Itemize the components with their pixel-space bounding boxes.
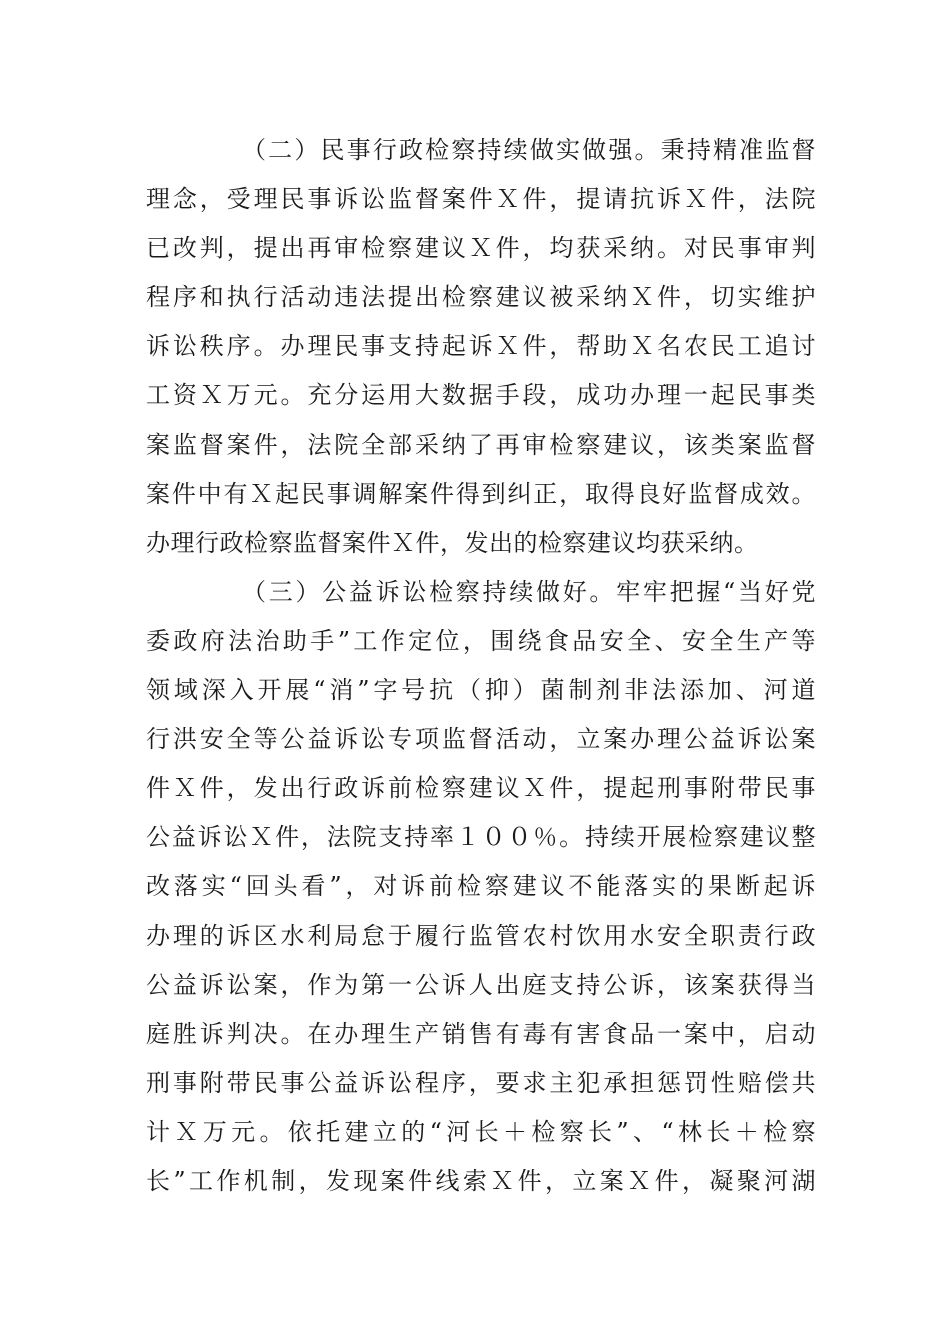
paragraph-line: 长”工作机制，发现案件线索Ｘ件，立案Ｘ件，凝聚河湖 (146, 1166, 816, 1195)
section-2-heading-line: （二）民事行政检察持续做实做强。秉持精准监督 (242, 136, 816, 164)
section-3-heading-line: （三）公益诉讼检察持续做好。牢牢把握“当好党 (242, 577, 816, 606)
paragraph-line: 公益诉讼案，作为第一公诉人出庭支持公诉，该案获得当 (146, 970, 816, 999)
document-body (146, 126, 816, 1206)
paragraph-line: 庭胜诉判决。在办理生产销售有毒有害食品一案中，启动 (146, 1019, 816, 1048)
paragraph-line: 公益诉讼Ｘ件，法院支持率１００％。持续开展检察建议整 (146, 823, 816, 852)
paragraph-line: 改落实“回头看”，对诉前检察建议不能落实的果断起诉 (146, 872, 816, 901)
paragraph-line: 刑事附带民事公益诉讼程序，要求主犯承担惩罚性赔偿共 (146, 1068, 816, 1097)
paragraph-line: 行洪安全等公益诉讼专项监督活动，立案办理公益诉讼案 (146, 725, 816, 754)
paragraph-line: 领域深入开展“消”字号抗（抑）菌制剂非法添加、河道 (146, 676, 816, 705)
paragraph-line: 案监督案件，法院全部采纳了再审检察建议，该类案监督 (146, 430, 816, 459)
paragraph-line: 件Ｘ件，发出行政诉前检察建议Ｘ件，提起刑事附带民事 (146, 774, 816, 803)
paragraph-line: 委政府法治助手”工作定位，围绕食品安全、安全生产等 (146, 626, 816, 655)
paragraph-line: 理念，受理民事诉讼监督案件Ｘ件，提请抗诉Ｘ件，法院 (146, 185, 816, 214)
paragraph-line: 诉讼秩序。办理民事支持起诉Ｘ件，帮助Ｘ名农民工追讨 (146, 332, 816, 361)
paragraph-line: 程序和执行活动违法提出检察建议被采纳Ｘ件，切实维护 (146, 283, 816, 312)
paragraph-line: 案件中有Ｘ起民事调解案件得到纠正，取得良好监督成效。 (146, 479, 816, 508)
paragraph-line: 计Ｘ万元。依托建立的“河长＋检察长”、“林长＋检察 (146, 1117, 816, 1146)
paragraph-line: 工资Ｘ万元。充分运用大数据手段，成功办理一起民事类 (146, 381, 816, 410)
paragraph-line: 办理的诉区水利局怠于履行监管农村饮用水安全职责行政 (146, 921, 816, 950)
paragraph-line: 已改判，提出再审检察建议Ｘ件，均获采纳。对民事审判 (146, 234, 816, 263)
paragraph-line: 办理行政检察监督案件Ｘ件，发出的检察建议均获采纳。 (146, 528, 759, 557)
